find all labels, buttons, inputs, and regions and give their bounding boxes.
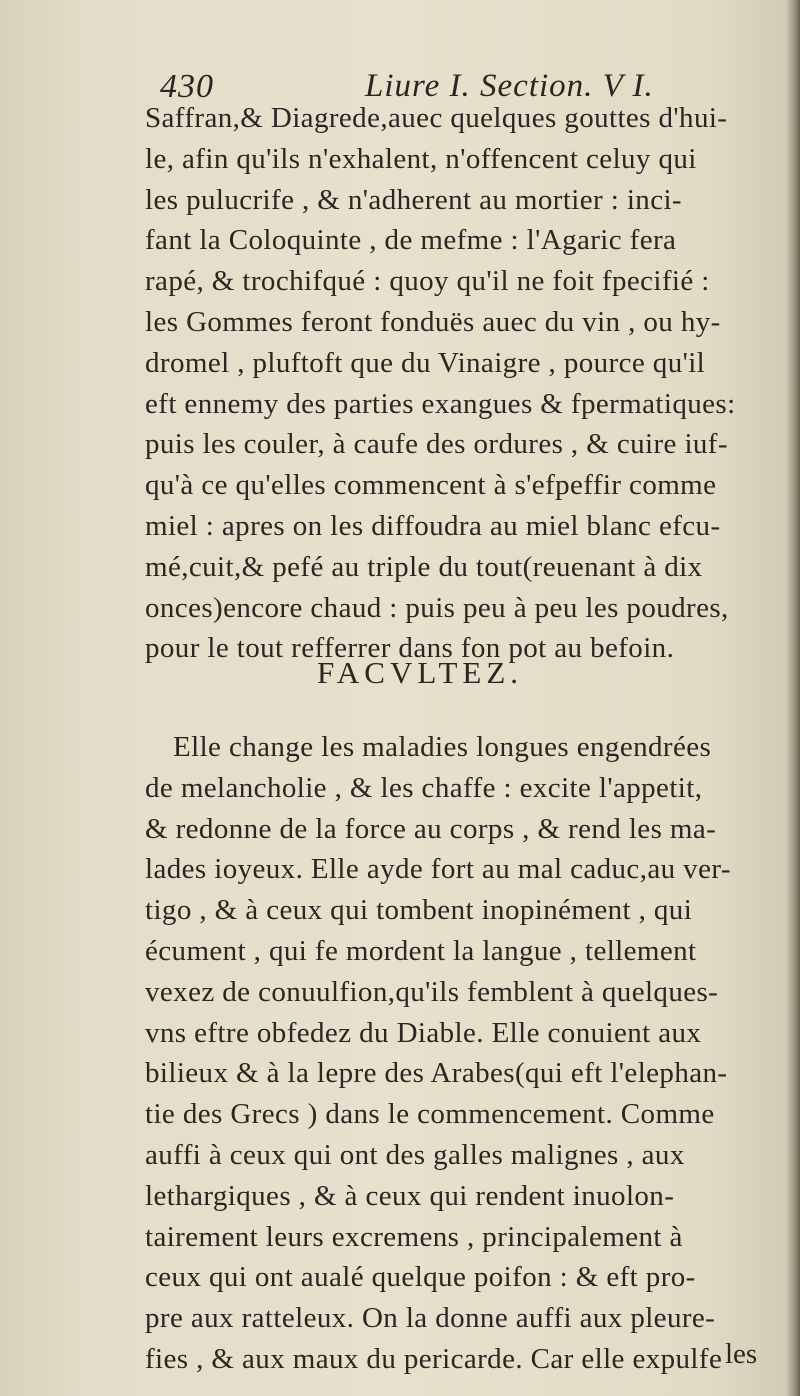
text-line: lades ioyeux. Elle ayde fort au mal caduc,au ver- — [145, 853, 731, 886]
text-line: mé,cuit,& pefé au triple du tout(reuenant à dix — [145, 550, 703, 583]
page-number: 430 — [160, 68, 214, 105]
text-line: pour le tout refferrer dans fon pot au befoin. — [145, 632, 675, 665]
text-line: auffi à ceux qui ont des galles malignes , aux — [145, 1138, 685, 1171]
text-line: les pulucrife , & n'adherent au mortier : inci- — [145, 183, 682, 216]
text-line: les Gommes feront fonduës auec du vin , ou hy- — [145, 305, 721, 338]
text-line: onces)encore chaud : puis peu à peu les poudres, — [145, 591, 729, 624]
text-line: qu'à ce qu'elles commencent à s'efpeffir comme — [145, 469, 717, 502]
text-line: pre aux ratteleux. On la donne auffi aux pleure- — [145, 1302, 716, 1335]
paragraph-facultez — [145, 727, 770, 1380]
paragraph-preparation — [145, 98, 770, 669]
text-line: rapé, & trochifqué : quoy qu'il ne foit fpecifié : — [145, 265, 710, 298]
text-line: dromel , pluftoft que du Vinaigre , pource qu'il — [145, 346, 706, 379]
text-line: ceux qui ont aualé quelque poifon : & eft pro- — [145, 1261, 696, 1294]
text-line: miel : apres on les diffoudra au miel blanc efcu- — [145, 509, 721, 542]
catchword: les — [725, 1338, 758, 1370]
text-line: tigo , & à ceux qui tombent inopinément , qui — [145, 894, 693, 927]
text-line: lethargiques , & à ceux qui rendent inuolon- — [145, 1179, 675, 1212]
text-line: Saffran,& Diagrede,auec quelques gouttes d'hui- — [145, 102, 728, 134]
text-line: tie des Grecs ) dans le commencement. Comme — [145, 1098, 715, 1131]
text-line: puis les couler, à caufe des ordures , & cuire iuf- — [145, 428, 728, 461]
text-line: vexez de conuulfion,qu'ils femblent à quelques- — [145, 975, 719, 1008]
section-heading: FACVLTEZ. — [316, 655, 524, 690]
running-head: Liure I. Section. V I. — [365, 68, 654, 104]
page-gutter-shadow — [786, 0, 800, 1396]
text-line: Elle change les maladies longues engendrées — [173, 731, 712, 763]
text-line: vns eftre obfedez du Diable. Elle conuient aux — [145, 1016, 702, 1049]
text-line: tairement leurs excremens , principalement à — [145, 1220, 683, 1253]
text-line: & redonne de la force au corps , & rend les ma- — [145, 812, 717, 845]
text-line: fies , & aux maux du pericarde. Car elle expulfe — [145, 1342, 723, 1375]
text-line: de melancholie , & les chaffe : excite l'appetit, — [145, 771, 703, 804]
text-line: bilieux & à la lepre des Arabes(qui eft l'elephan- — [145, 1057, 728, 1090]
text-line: le, afin qu'ils n'exhalent, n'offencent celuy qui — [145, 142, 697, 175]
text-line: écument , qui fe mordent la langue , tellement — [145, 934, 697, 967]
text-line: eft ennemy des parties exangues & fpermatiques: — [145, 387, 736, 420]
text-line: fant la Coloquinte , de mefme : l'Agaric fera — [145, 224, 677, 257]
